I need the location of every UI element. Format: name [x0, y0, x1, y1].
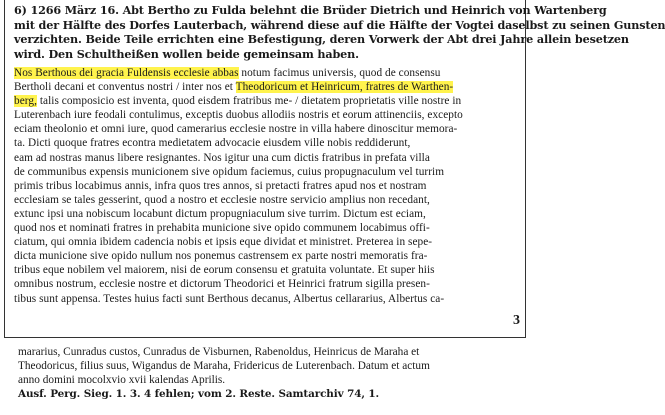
charter-line: eam ad nostras manus libere resignantes. Nos igitur una cum dictis fratribus in prefata villa — [14, 151, 430, 164]
charter-line — [14, 94, 518, 108]
continuation-line: mararius, Cunradus custos, Cunradus de Visburnen, Rabenoldus, Heinricus de Maraha et — [18, 346, 420, 358]
charter-line: tibus sunt appensa. Testes huius facti sunt Berthous decanus, Albertus cellararius, Albertus ca- — [14, 292, 445, 305]
charter-line: eciam theolonio et omni iure, quod camerarius ecclesie nostre in villa habere dinoscitur memora- — [14, 123, 458, 136]
charter-line: ciatum, qui omnia ibidem cadencia nobis et ipsis eque dividat et ministret. Preterea in sepe- — [14, 236, 433, 249]
page-number: 3 — [513, 313, 520, 328]
highlighted-text: Theodoricum et Heinricum, fratres de Warthen- — [235, 81, 454, 94]
charter-line: ecclesiam se tales gesserint, quod a nostro et ecclesie nostre servicio amplius non recedant, — [14, 193, 430, 206]
charter-line: de communibus expensis municionem sive opidum faciemus, cuius propugnaculum vel turrim — [14, 165, 445, 178]
charter-line: primis tribus locabimus annis, infra quos tres annos, si pretacti fratres apud nos et nostram — [14, 179, 427, 192]
summary-line: 6) 1266 März 16. Abt Bertho zu Fulda belehnt die Brüder Dietrich und Heinrich von Wartenberg — [14, 3, 607, 17]
charter-line: extunc ipsi una nobiscum locabunt dictum propugniaculum sive turrim. Dictum est eciam, — [14, 207, 426, 220]
charter-line: Luterenbach iure feodali contulimus, exceptis duobus allodiis nostris et eorum attinenciis, excepto — [14, 109, 463, 122]
charter-line: tribus eque nobilem vel maiorem, nisi de eorum consensu et gratuita voluntate. Et super hiis — [14, 264, 435, 277]
charter-text: talis composicio est inventa, quod eisdem fratribus me- / dietatem proprietatis ville nostre in — [36, 95, 462, 108]
charter-line — [14, 80, 518, 94]
charter-text: notum facimus universis, quod de consensu — [238, 67, 441, 79]
continuation-line: anno domini mocolxvio xvii kalendas Aprilis. — [18, 374, 226, 387]
charter-line: quod nos et nominati fratres in prehabita municione sive opido communem locabimus offi- — [14, 222, 430, 235]
highlighted-text: Nos Berthous dei gracia Fuldensis ecclesie abbas — [14, 67, 239, 79]
summary-line: verzichten. Beide Teile errichten eine Befestigung, deren Vorwerk der Abt drei Jahre allein besetzen — [14, 32, 629, 47]
highlighted-text: berg, — [14, 95, 37, 108]
charter-line: dicta municione sive opido nullum nos ponemus castrensem ex parte nostri memoratis fra- — [14, 250, 428, 263]
charter-continuation — [18, 345, 518, 401]
latin-charter-text — [14, 66, 518, 306]
charter-line: omnibus nostrum, ecclesie nostre et dictorum Theodorici et Heinrici fratrum sigilla presen- — [14, 278, 430, 291]
summary-line: wird. Den Schultheißen wollen beide gemeinsam haben. — [14, 46, 359, 61]
continuation-line: Theodoricus, filius suus, Wigandus de Maraha, Fridericus de Luterenbach. Datum et actum — [18, 360, 430, 373]
charter-line — [14, 66, 518, 80]
charter-text: Bertholi decani et conventus nostri / inter nos et — [14, 81, 236, 94]
source-citation: Ausf. Perg. Sieg. 1. 3. 4 fehlen; vom 2. Reste. Samtarchiv 74, 1. — [18, 388, 380, 401]
document-heading-summary — [14, 3, 665, 61]
summary-line: mit der Hälfte des Dorfes Lauterbach, während diese auf die Hälfte der Vogtei daselbst zu seinen Gunsten — [14, 17, 665, 32]
charter-line: ta. Dicti quoque fratres econtra medietatem advocacie eiusdem ville nobis reddiderunt, — [14, 137, 411, 150]
